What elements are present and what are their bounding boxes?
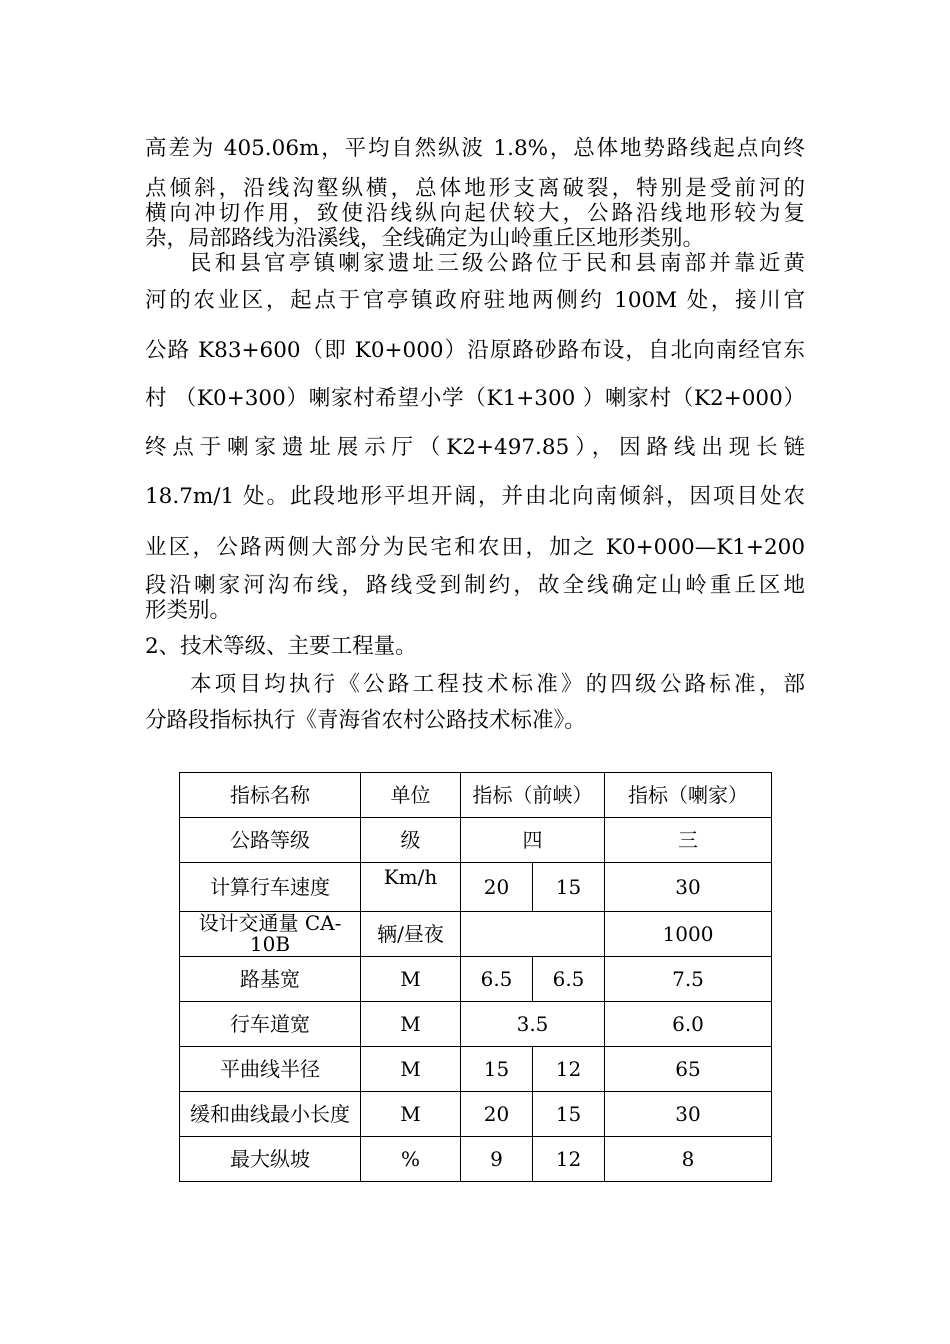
row-unit: % [361,1137,461,1182]
value-lajia: 7.5 [605,957,772,1002]
table-row [180,818,772,863]
spec-table [179,772,772,1182]
value-qianxia-a: 9 [461,1137,533,1182]
paragraph-line: 终点于喇家遗址展示厅（K2+497.85），因路线出现长链 [145,435,805,460]
table-row [180,1137,772,1182]
value-lajia: 6.0 [605,1002,772,1047]
value-qianxia: 四 [461,818,605,863]
row-name: 缓和曲线最小长度 [180,1092,361,1137]
row-unit: M [361,1047,461,1092]
header-cell: 指标名称 [180,773,361,818]
value-qianxia: 3.5 [461,1002,605,1047]
table-row [180,912,772,957]
row-name: 平曲线半径 [180,1047,361,1092]
table-row [180,1092,772,1137]
row-unit: M [361,957,461,1002]
value-qianxia [461,912,605,957]
value-qianxia-b: 12 [533,1047,605,1092]
value-lajia: 65 [605,1047,772,1092]
value-qianxia-b: 15 [533,863,605,912]
paragraph-line: 村 （K0+300）喇家村希望小学（K1+300 ）喇家村（K2+000） [145,386,805,411]
table-row [180,1047,772,1092]
table-row [180,1002,772,1047]
value-qianxia-a: 20 [461,1092,533,1137]
paragraph-line: 民和县官亭镇喇家遗址三级公路位于民和县南部并靠近黄 [190,251,805,276]
row-unit: 级 [361,818,461,863]
row-unit: M [361,1002,461,1047]
header-cell: 单位 [361,773,461,818]
value-qianxia-b: 12 [533,1137,605,1182]
value-lajia: 三 [605,818,772,863]
row-name: 计算行车速度 [180,863,361,912]
paragraph-line: 杂，局部路线为沿溪线，全线确定为山岭重丘区地形类别。 [145,226,705,251]
paragraph-line: 分路段指标执行《青海省农村公路技术标准》。 [145,708,586,733]
paragraph-line: 本项目均执行《公路工程技术标准》的四级公路标准，部 [190,672,805,697]
paragraph-line: 高差为 405.06m，平均自然纵波 1.8%，总体地势路线起点向终 [145,136,805,161]
value-qianxia-b: 6.5 [533,957,605,1002]
table-header-row [180,773,772,818]
value-lajia: 1000 [605,912,772,957]
section-heading: 2、技术等级、主要工程量。 [145,634,417,659]
paragraph-line: 点倾斜，沿线沟壑纵横，总体地形支离破裂，特别是受前河的 [145,176,805,201]
value-qianxia-a: 15 [461,1047,533,1092]
header-cell: 指标（前峡） [461,773,605,818]
row-name: 公路等级 [180,818,361,863]
paragraph-line: 18.7m/1 处。此段地形平坦开阔，并由北向南倾斜，因项目处农 [145,484,805,509]
value-lajia: 30 [605,863,772,912]
paragraph-line: 河的农业区，起点于官亭镇政府驻地两侧约 100M 处，接川官 [145,288,805,313]
value-qianxia-a: 20 [461,863,533,912]
row-name: 设计交通量 CA-10B [180,912,361,957]
paragraph-line: 业区，公路两侧大部分为民宅和农田，加之 K0+000—K1+200 [145,535,805,560]
row-unit: M [361,1092,461,1137]
value-qianxia-a: 6.5 [461,957,533,1002]
row-name: 最大纵坡 [180,1137,361,1182]
value-lajia: 30 [605,1092,772,1137]
row-name: 路基宽 [180,957,361,1002]
row-name: 行车道宽 [180,1002,361,1047]
table-row [180,863,772,912]
row-unit: Km/h [361,863,461,912]
value-lajia: 8 [605,1137,772,1182]
paragraph-line: 公路 K83+600（即 K0+000）沿原路砂路布设，自北向南经官东 [145,338,805,363]
row-unit: 辆/昼夜 [361,912,461,957]
header-cell: 指标（喇家） [605,773,772,818]
value-qianxia-b: 15 [533,1092,605,1137]
paragraph-line: 横向冲切作用，致使沿线纵向起伏较大，公路沿线地形较为复 [145,201,805,226]
table-row [180,957,772,1002]
paragraph-line: 形类别。 [145,598,232,623]
paragraph-line: 段沿喇家河沟布线，路线受到制约，故全线确定山岭重丘区地 [145,573,805,598]
